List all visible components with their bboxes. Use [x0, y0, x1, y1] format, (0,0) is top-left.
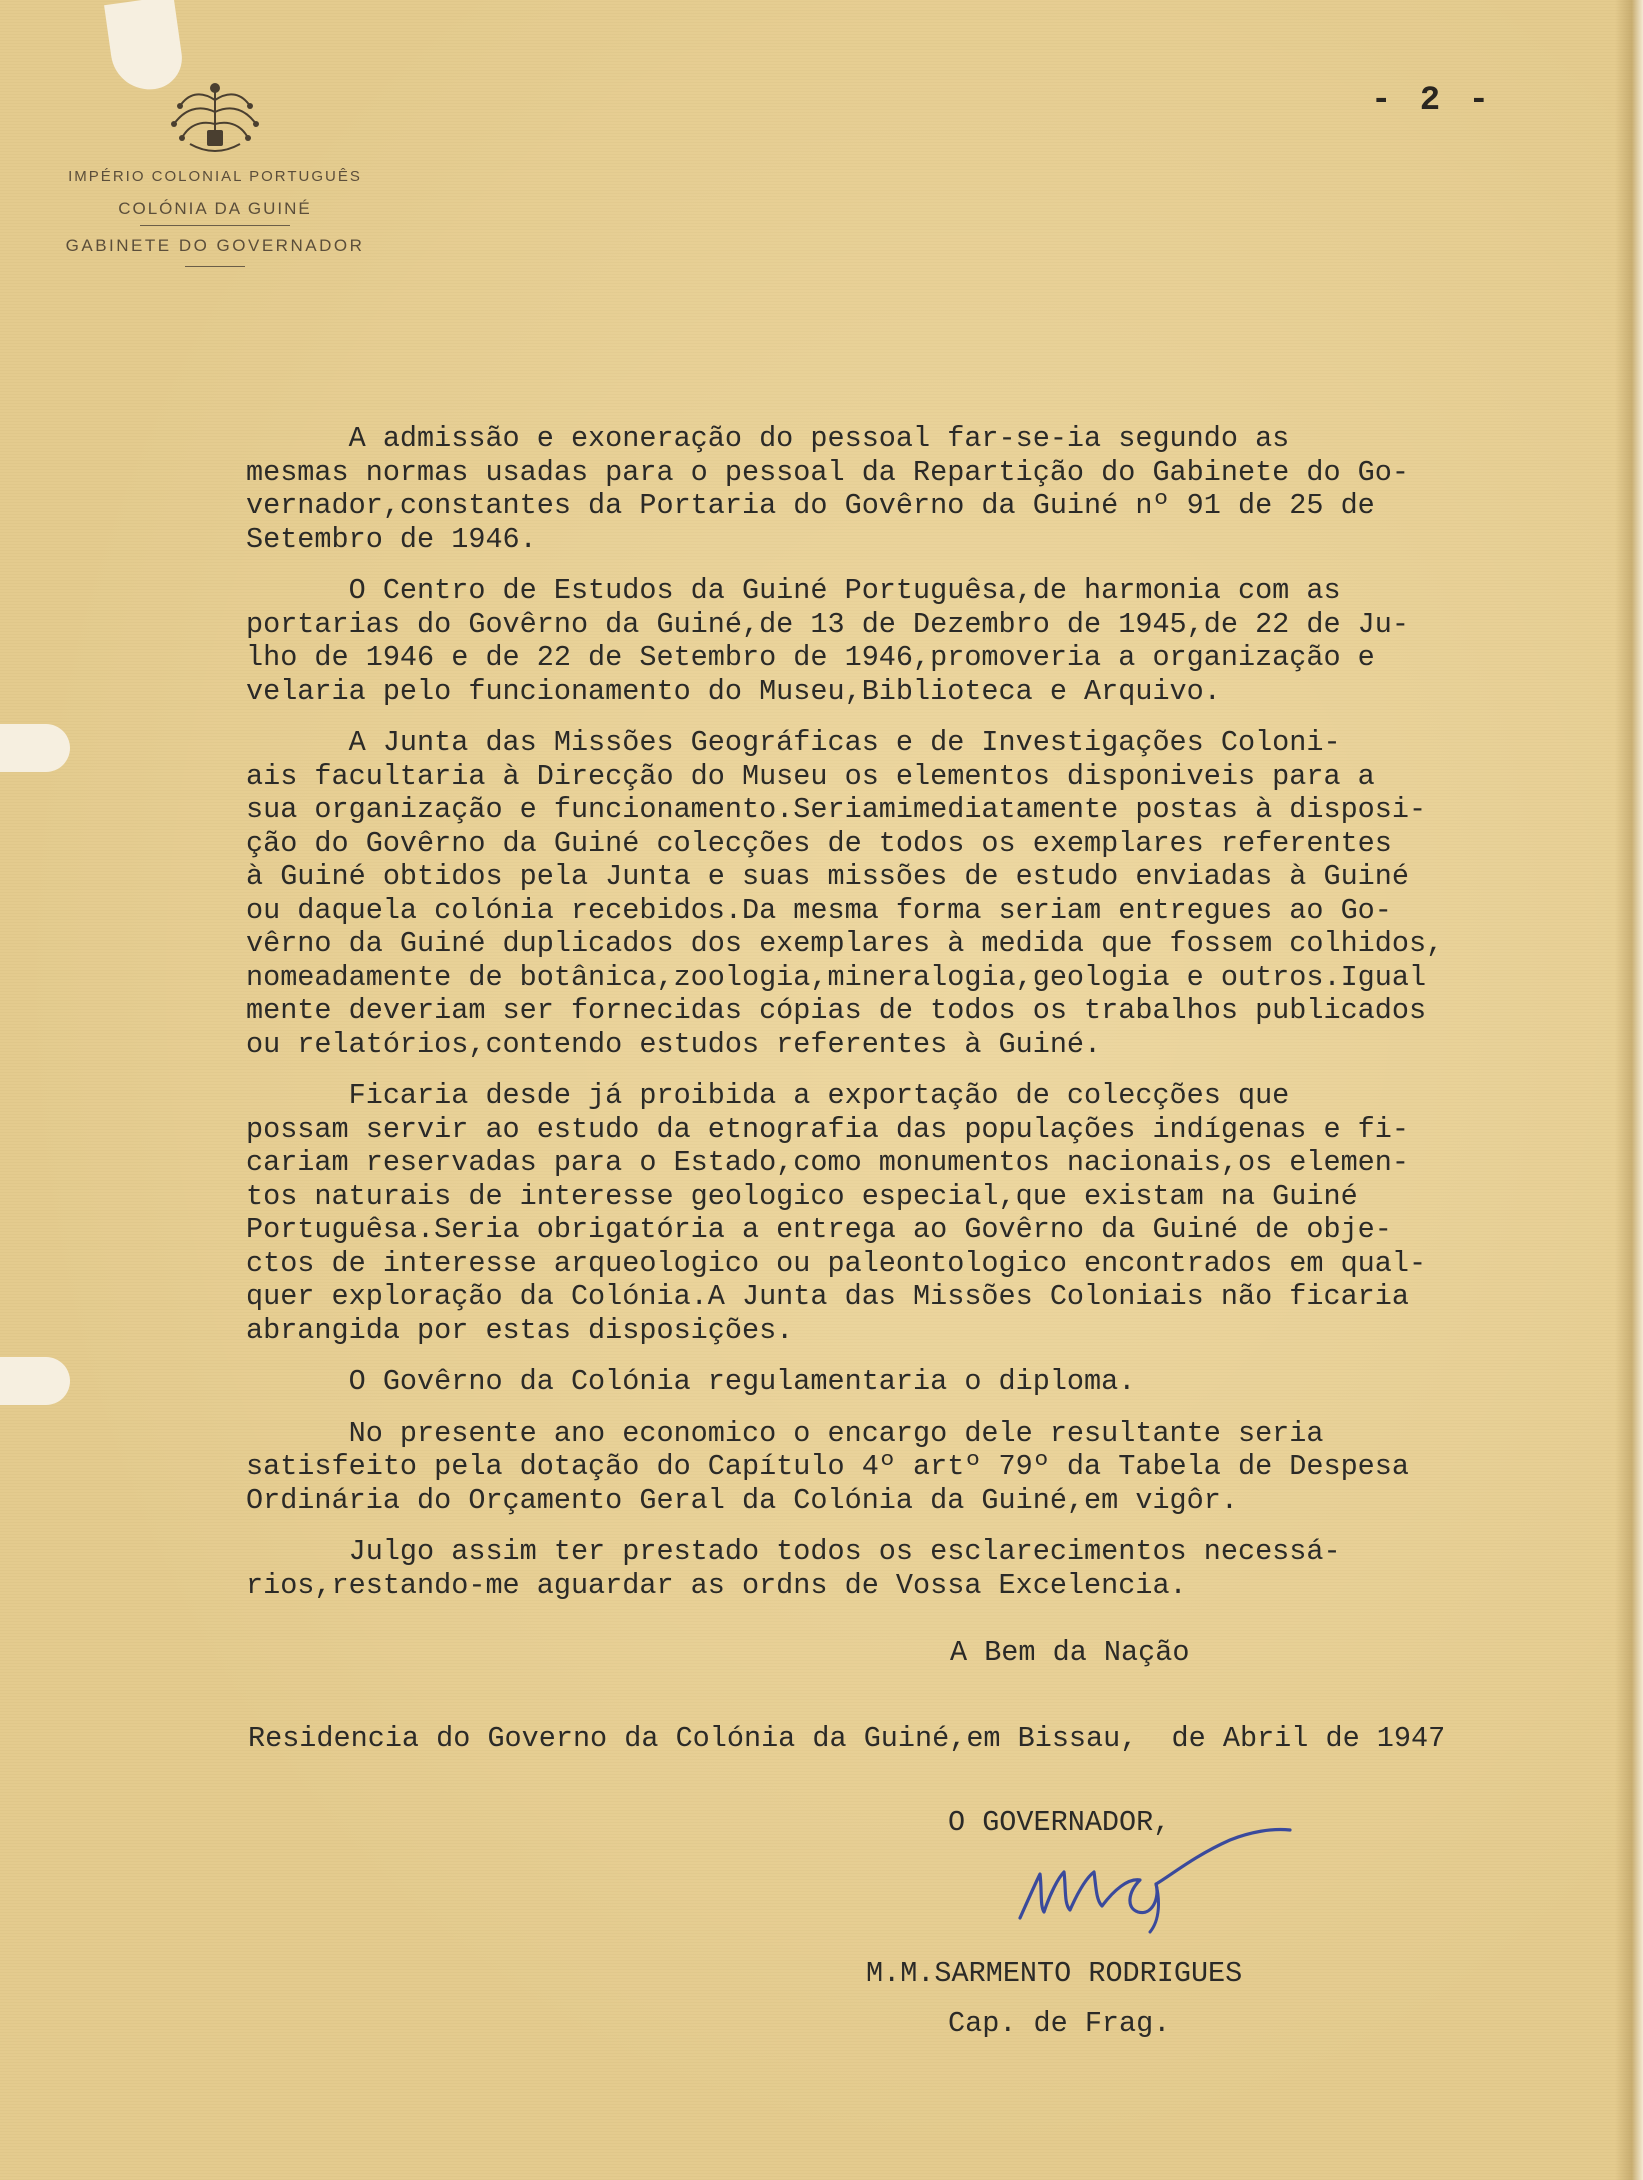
paragraph	[246, 422, 1636, 556]
coat-of-arms-crest-icon	[160, 80, 270, 162]
text-line: à Guiné obtidos pela Junta e suas missões de estudo enviadas à Guiné	[246, 860, 1409, 893]
text-line: cariam reservadas para o Estado,como monumentos nacionais,os elemen-	[246, 1146, 1409, 1179]
text-line: Portuguêsa.Seria obrigatória a entrega ao Govêrno da Guiné de obje-	[246, 1213, 1392, 1246]
text-line: possam servir ao estudo da etnografia das populações indígenas e fi-	[246, 1112, 1409, 1146]
letterhead-empire: IMPÉRIO COLONIAL PORTUGUÊS	[68, 168, 362, 185]
text-line: tos naturais de interesse geologico especial,que existam na Guiné	[246, 1179, 1358, 1213]
text-line: portarias do Govêrno da Guiné,de 13 de Dezembro de 1945,de 22 de Ju-	[246, 607, 1409, 641]
text-line: ou daquela colónia recebidos.Da mesma forma seriam entregues ao Go-	[246, 893, 1392, 927]
text-line: Setembro de 1946.	[246, 522, 537, 556]
text-line: No presente ano economico o encargo dele resultante seria	[246, 1416, 1324, 1450]
signatory-rank: Cap. de Frag.	[948, 2007, 1171, 2040]
letterhead-divider	[140, 225, 290, 226]
text-line: abrangida por estas disposições.	[246, 1313, 794, 1347]
text-line: Ordinária do Orçamento Geral da Colónia da Guiné,em vigôr.	[246, 1483, 1238, 1517]
text-line: ção do Govêrno da Guiné colecções de todos os exemplares referentes	[246, 826, 1392, 860]
paragraph	[246, 1535, 1636, 1602]
place-and-date: Residencia do Governo da Colónia da Guiné,em Bissau, de Abril de 1947	[248, 1722, 1446, 1755]
text-line: ctos de interesse arqueologico ou paleontologico encontrados em qual-	[246, 1246, 1427, 1280]
text-line: velaria pelo funcionamento do Museu,Biblioteca e Arquivo.	[246, 674, 1221, 708]
paragraph	[246, 574, 1636, 708]
text-line: nomeadamente de botânica,zoologia,mineralogia,geologia e outros.Igual	[246, 960, 1427, 994]
text-line: Julgo assim ter prestado todos os esclarecimentos necessá-	[246, 1535, 1341, 1568]
text-line: quer exploração da Colónia.A Junta das Missões Coloniais não ficaria	[246, 1280, 1409, 1313]
signatory-name: M.M.SARMENTO RODRIGUES	[866, 1957, 1243, 1990]
text-line: vêrno da Guiné duplicados dos exemplares à medida que fossem colhidos,	[246, 927, 1444, 960]
paragraph	[246, 1365, 1636, 1399]
text-line: lho de 1946 e de 22 de Setembro de 1946,promoveria a organização e	[246, 641, 1375, 674]
text-line: A Junta das Missões Geográficas e de Investigações Coloni-	[246, 726, 1341, 759]
signatory-role: O GOVERNADOR,	[948, 1806, 1171, 1839]
letterhead	[20, 80, 410, 267]
paragraph	[246, 1079, 1636, 1347]
letter-body	[246, 422, 1636, 1620]
paragraph	[246, 726, 1636, 1061]
closing-salutation: A Bem da Nação	[950, 1636, 1190, 1669]
letterhead-colony: COLÓNIA DA GUINÉ	[118, 199, 312, 218]
text-line: ais facultaria à Direcção do Museu os elementos disponiveis para a	[246, 759, 1375, 793]
text-line: ou relatórios,contendo estudos referentes à Guiné.	[246, 1027, 1102, 1061]
letterhead-divider-short	[185, 266, 245, 267]
text-line: O Centro de Estudos da Guiné Portuguêsa,de harmonia com as	[246, 574, 1341, 607]
text-line: satisfeito pela dotação do Capítulo 4º artº 79º da Tabela de Despesa	[246, 1450, 1409, 1483]
text-line: mente deveriam ser fornecidas cópias de todos os trabalhos publicados	[246, 994, 1427, 1027]
punch-hole-upper	[0, 724, 70, 772]
text-line: rios,restando-me aguardar as ordns de Vossa Excelencia.	[246, 1568, 1187, 1602]
text-line: O Govêrno da Colónia regulamentaria o diploma.	[246, 1365, 1136, 1398]
paragraph	[246, 1417, 1636, 1518]
text-line: vernador,constantes da Portaria do Govêrno da Guiné nº 91 de 25 de	[246, 489, 1375, 522]
text-line: Ficaria desde já proibida a exportação de colecções que	[246, 1079, 1290, 1112]
punch-hole-lower	[0, 1357, 70, 1405]
page-number: - 2 -	[1370, 82, 1493, 120]
handwritten-signature	[1010, 1820, 1300, 1940]
text-line: A admissão e exoneração do pessoal far-se-ia segundo as	[246, 422, 1290, 455]
text-line: sua organização e funcionamento.Seriamimediatamente postas à disposi-	[246, 793, 1427, 826]
text-line: mesmas normas usadas para o pessoal da Repartição do Gabinete do Go-	[246, 455, 1409, 489]
letterhead-office: GABINETE DO GOVERNADOR	[65, 236, 365, 255]
